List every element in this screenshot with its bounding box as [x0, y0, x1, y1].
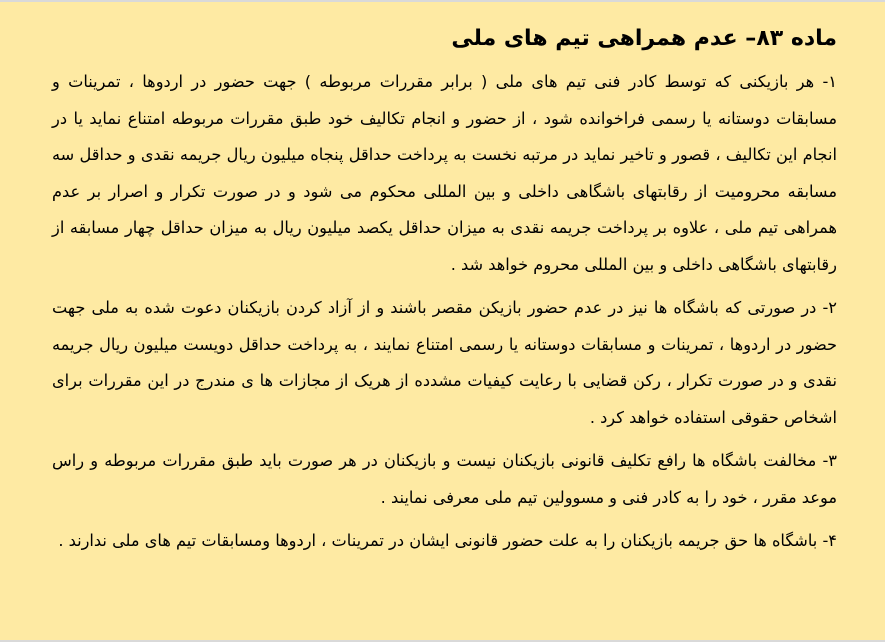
paragraph-3: ۳- مخالفت باشگاه ها رافع تکلیف قانونی بازیکنان نیست و بازیکنان در هر صورت باید طبق مقررات مربوطه و راس موعد مقرر ، خود را به کادر فنی و مسوولین تیم ملی معرفی نمایند . [52, 451, 837, 507]
paragraph-1: ۱- هر بازیکنی که توسط کادر فنی تیم های ملی ( برابر مقررات مربوطه ) جهت حضور در اردوها ، تمرینات و مسابقات دوستانه یا رسمی فراخوانده شود ، از حضور و انجام تکالیف خود طبق مقررات مربوطه امتناع نماید یا در انجام این تکالیف ، قصور و تاخیر نماید در مرتبه نخست به پرداخت حداقل پنجاه میلیون ریال جریمه نقدی و حداقل سه مسابقه محرومیت از رقابتهای باشگاهی داخلی و بین المللی محکوم می شود و در صورت تکرار و اصرار بر عدم همراهی تیم ملی ، علاوه بر پرداخت جریمه نقدی به میزان حداقل یکصد میلیون ریال به میزان حداقل چهار مسابقه از رقابتهای باشگاهی داخلی و بین المللی محروم خواهد شد . [52, 72, 837, 274]
paragraph-4: ۴- باشگاه ها حق جریمه بازیکنان را به علت حضور قانونی ایشان در تمرینات ، اردوها ومسابقات تیم های ملی ندارند . [58, 531, 837, 550]
paragraph-2: ۲- در صورتی که باشگاه ها نیز در عدم حضور بازیکن مقصر باشند و از آزاد کردن بازیکنان دعوت شده به ملی جهت حضور در اردوها ، تمرینات و مسابقات دوستانه یا رسمی امتناع نمایند ، به پرداخت حداقل دویست میلیون ریال جریمه نقدی و در صورت تکرار ، رکن قضایی با رعایت کیفیات مشدده از هریک از مجازات ها ی مندرج در این مقررات برای اشخاص حقوقی استفاده خواهد کرد . [52, 298, 837, 427]
article-title: ماده ۸۳– عدم همراهی تیم های ملی [451, 26, 837, 51]
